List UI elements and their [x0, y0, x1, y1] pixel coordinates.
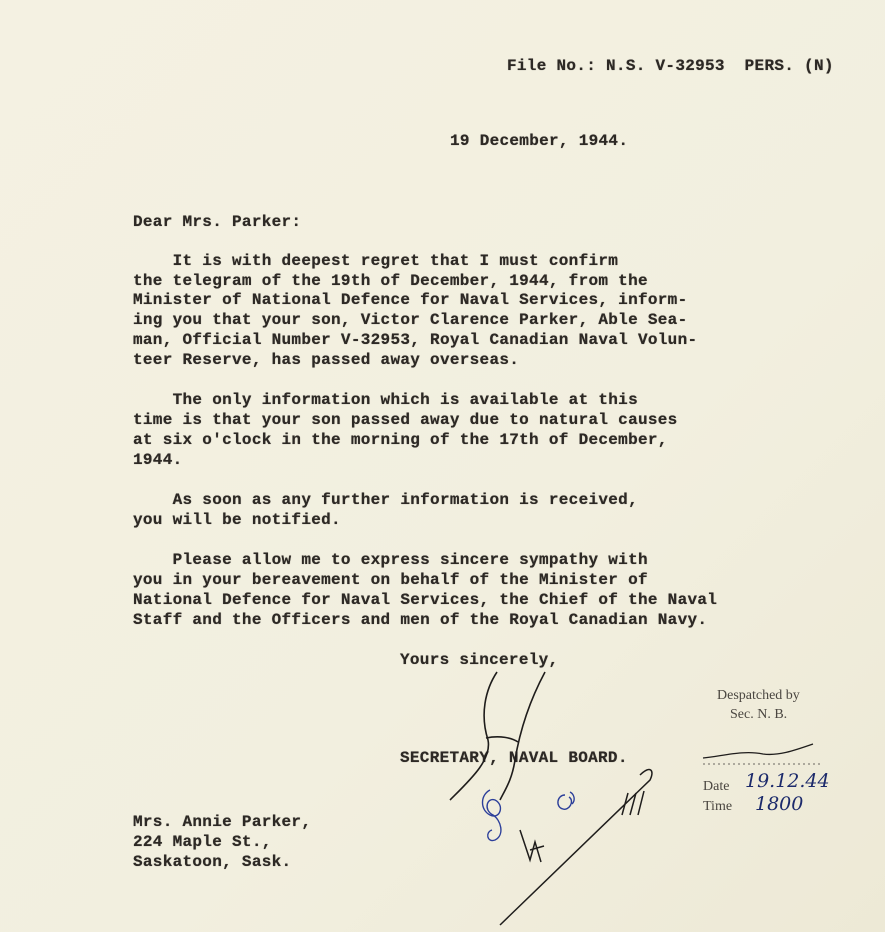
text-line: 1944. [133, 451, 183, 469]
stamp-line-2: Sec. N. B. [730, 707, 788, 722]
text-line: As soon as any further information is received, [133, 491, 638, 509]
salutation: Dear Mrs. Parker: [133, 213, 302, 231]
stamp-date-label: Date [703, 779, 730, 794]
text-line: time is that your son passed away due to natural causes [133, 411, 678, 429]
address-line: Saskatoon, Sask. [133, 853, 292, 871]
blue-initials [483, 790, 575, 841]
address-line: Mrs. Annie Parker, [133, 813, 312, 831]
signatory-title: SECRETARY, NAVAL BOARD. [400, 749, 628, 767]
stamp-time-label: Time [703, 799, 733, 814]
closing: Yours sincerely, [400, 651, 559, 669]
text-line: the telegram of the 19th of December, 1944, from the [133, 272, 648, 290]
stamp-date-value: 19.12.44 [745, 770, 830, 792]
text-line: Staff and the Officers and men of the Royal Canadian Navy. [133, 611, 708, 629]
text-line: Minister of National Defence for Naval Services, inform- [133, 291, 688, 309]
text-line: you will be notified. [133, 511, 341, 529]
stamp-time-value: 1800 [755, 793, 804, 815]
text-line: It is with deepest regret that I must confirm [133, 252, 619, 270]
text-line: teer Reserve, has passed away overseas. [133, 351, 520, 369]
text-line: ing you that your son, Victor Clarence Parker, Able Sea- [133, 311, 688, 329]
letter-date: 19 December, 1944. [450, 132, 629, 150]
text-line: you in your bereavement on behalf of the Minister of [133, 571, 648, 589]
text-line: man, Official Number V-32953, Royal Canadian Naval Volun- [133, 331, 698, 349]
signature [450, 672, 545, 800]
text-line: The only information which is available at this [133, 391, 638, 409]
text-line: Please allow me to express sincere sympathy with [133, 551, 648, 569]
pencil-marks [500, 770, 652, 925]
text-line: at six o'clock in the morning of the 17th of December, [133, 431, 668, 449]
despatch-signature [703, 744, 813, 758]
stamp-line-1: Despatched by [717, 688, 800, 703]
address-line: 224 Maple St., [133, 833, 272, 851]
text-line: National Defence for Naval Services, the Chief of the Naval [133, 591, 718, 609]
file-number: File No.: N.S. V-32953 PERS. (N) [507, 57, 834, 75]
